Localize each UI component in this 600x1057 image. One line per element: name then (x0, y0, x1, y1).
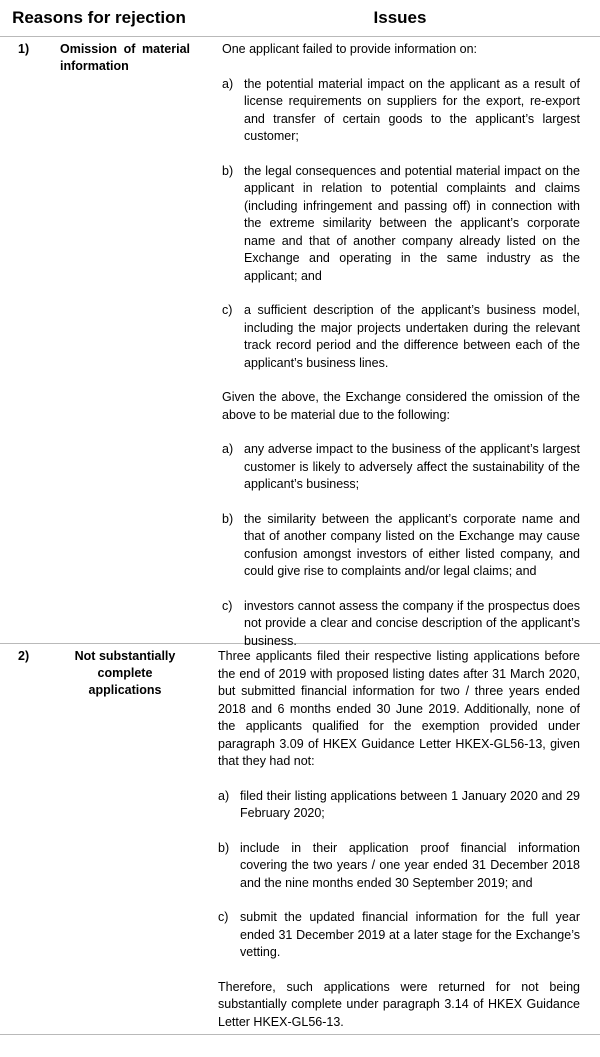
list-item (218, 840, 580, 893)
item-label: a) (222, 442, 234, 456)
list-item (218, 909, 580, 962)
item-label: b) (222, 163, 234, 178)
row-number: 2) (18, 649, 30, 663)
table-row (0, 37, 600, 648)
issues-closing: Therefore, such applications were returned for not being substantially complete under paragraph 3.14 of HKEX Guidance Letter HKEX-GL56-13. (218, 979, 580, 1029)
header-reasons: Reasons for rejection (12, 8, 186, 27)
item-text: investors cannot assess the company if the prospectus does not provide a clear and concise description of the applicant’s business. (244, 598, 580, 648)
list-item (222, 598, 580, 651)
list-item (222, 441, 580, 494)
issues-cell (222, 41, 580, 667)
list-item (222, 163, 580, 286)
item-label: b) (222, 511, 234, 526)
list-item (222, 76, 580, 146)
item-text: a sufficient description of the applicant’s business model, including the major projects undertaken during the relevant track record period and the difference between each of the applicant’s business lines. (244, 303, 580, 370)
issues-middle: Given the above, the Exchange considered the omission of the above to be material due to the following: (222, 390, 580, 422)
item-label: b) (218, 840, 230, 855)
list-item (218, 788, 580, 823)
item-text: the legal consequences and potential material impact on the applicant in relation to potential complaints and claims (including infringement and passing off) in connection with the extreme similarity between the applicant’s corporate name and that of another company already listed on the Exchange and operating in the same industry as the applicant; and (244, 163, 580, 283)
issues-intro: Three applicants filed their respective listing applications before the end of 2019 with proposed listing dates after 31 March 2020, but submitted financial information for two / three years ended 2018 and 6 months ended 30 June 2019. Additionally, none of the applicants qualified for the exemption provided under paragraph 3.09 of HKEX Guidance Letter HKEX-GL56-13, given that they had not: (218, 649, 580, 768)
item-label: a) (222, 76, 234, 91)
item-text: submit the updated financial information for the full year ended 31 December 2019 at a later stage for the Exchange’s vetting. (240, 910, 580, 959)
issues-cell (218, 648, 580, 1048)
header-issues: Issues (373, 8, 427, 27)
item-text: the potential material impact on the applicant as a result of license requirements on suppliers for the export, re-export and transfer of certain goods to the applicant’s largest customer; (244, 76, 580, 143)
rejection-reason: Omission of material information (60, 42, 190, 73)
item-label: c) (218, 910, 229, 924)
table-header (0, 0, 600, 37)
item-label: a) (218, 788, 230, 803)
item-text: any adverse impact to the business of the applicant’s largest customer is likely to adversely affect the sustainability of the applicant’s business; (244, 442, 580, 491)
item-label: c) (222, 303, 233, 317)
rejection-reason: Not substantially complete applications (74, 649, 176, 697)
issues-intro: One applicant failed to provide information on: (222, 42, 478, 56)
item-label: c) (222, 598, 233, 613)
table-row (0, 644, 600, 1035)
list-item (222, 511, 580, 581)
item-text: filed their listing applications between 1 January 2020 and 29 February 2020; (240, 788, 580, 820)
list-item (222, 302, 580, 372)
row-number: 1) (18, 42, 30, 56)
item-text: include in their application proof financial information covering the two years / one year ended 31 December 2018 and the nine months ended 30 September 2019; and (240, 840, 580, 890)
item-text: the similarity between the applicant’s corporate name and that of another company listed on the Exchange may cause confusion amongst investors of either listed company, and could give rise to complaints and/or legal claims; and (244, 511, 580, 578)
